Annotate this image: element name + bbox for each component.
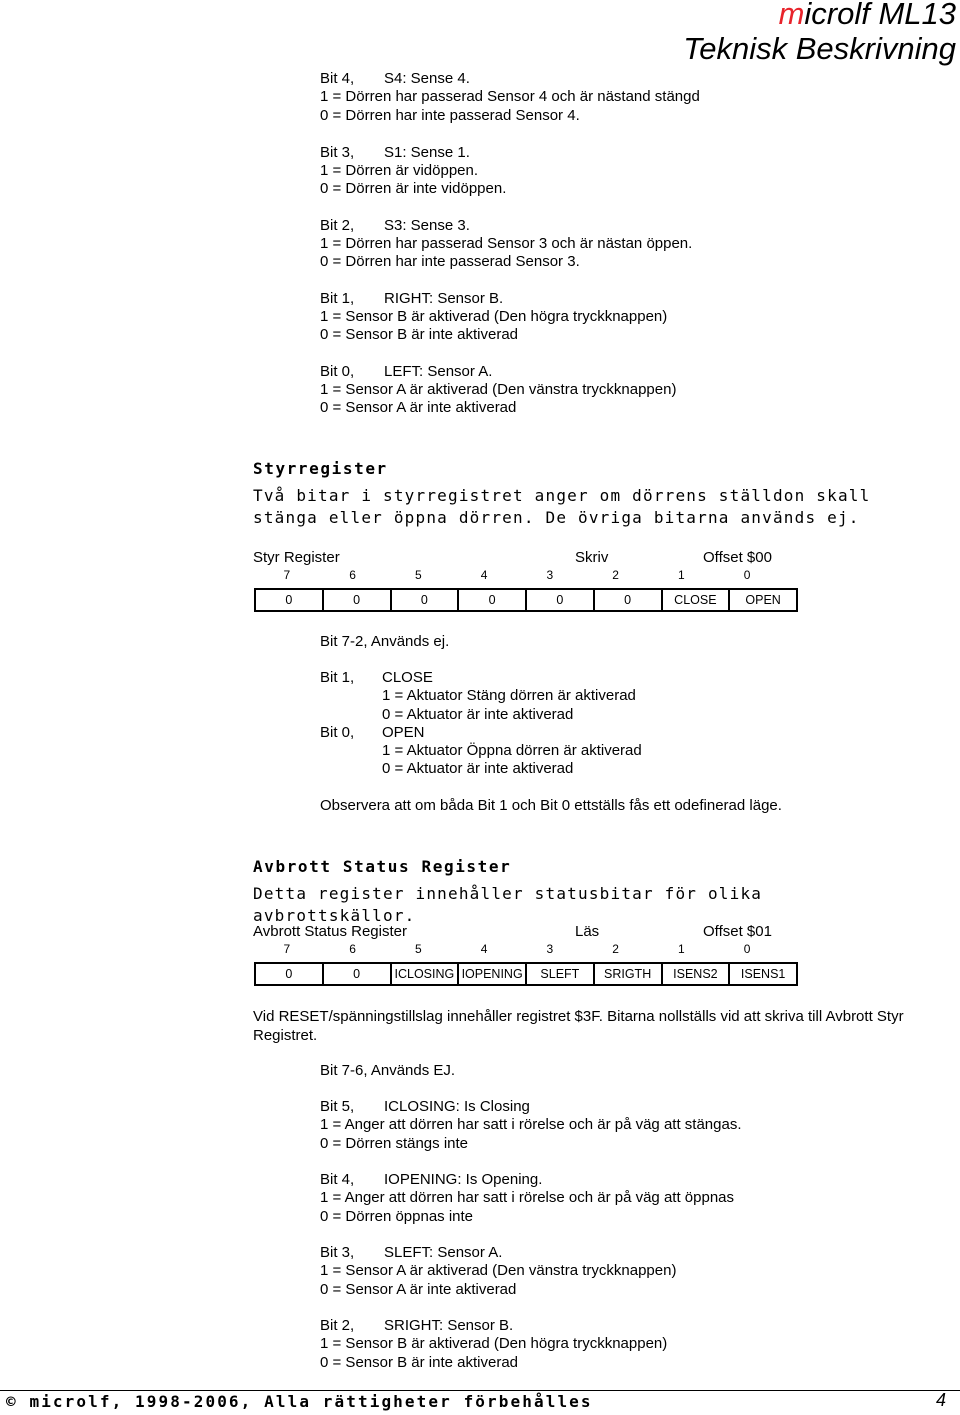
register-access: Läs	[575, 923, 600, 940]
bit-label: Bit 4,	[320, 1171, 355, 1188]
bit-one-desc: 1 = Anger att dörren har satt i rörelse och är på väg att öppnas	[320, 1189, 735, 1207]
bit-one-desc: 1 = Anger att dörren har satt i rörelse och är på väg att stängas.	[320, 1116, 742, 1134]
bit-name: RIGHT: Sensor B.	[384, 289, 504, 307]
bit-block	[320, 1171, 734, 1226]
bit-zero-desc: 0 = Dörren är inte vidöppen.	[320, 180, 507, 198]
bit-label: Bit 0,	[320, 362, 355, 380]
bit-number: 0	[743, 942, 751, 956]
bit-block	[320, 70, 700, 125]
bit-one-desc: 1 = Sensor A är aktiverad (Den vänstra tryckknappen)	[320, 1262, 677, 1280]
header-subtitle: Teknisk Beskrivning	[683, 31, 956, 66]
bit-number: 0	[743, 568, 751, 582]
register-cell: 0	[526, 589, 594, 611]
bit-number: 1	[678, 942, 685, 956]
bit-number: 3	[546, 942, 554, 956]
bit-one-desc: 1 = Aktuator Stäng dörren är aktiverad	[382, 687, 636, 705]
bit-zero-desc: 0 = Dörren öppnas inte	[320, 1207, 474, 1225]
bit-name: CLOSE	[382, 669, 433, 686]
bit-zero-desc: 0 = Dörren har inte passerad Sensor 3.	[320, 253, 580, 271]
bit-one-desc: 1 = Aktuator Öppna dörren är aktiverad	[382, 742, 642, 760]
register-cell: CLOSE	[662, 589, 730, 611]
register-cell: SRIGTH	[594, 963, 662, 985]
bit-label: Bit 4,	[320, 70, 355, 87]
register-cell: 0	[594, 589, 662, 611]
unused-bits-note: Bit 7-2, Används ej.	[320, 633, 450, 650]
bit-block	[320, 1317, 667, 1372]
bit-zero-desc: 0 = Sensor A är inte aktiverad	[320, 1280, 517, 1298]
section-text-avbrott: Detta register innehåller statusbitar för olika avbrottskällor.	[253, 884, 763, 925]
register-row	[255, 589, 797, 611]
section-text-styrregister: Två bitar i styrregistret anger om dörrens ställdon skall stänga eller öppna dörren. De övriga bitarna används ej.	[253, 486, 871, 527]
register-offset: Offset $00	[703, 549, 772, 566]
footer-rule	[0, 1390, 960, 1391]
bit-number: 1	[678, 568, 685, 582]
register-cell: ISENS2	[662, 963, 730, 985]
bit-zero-desc: 0 = Sensor A är inte aktiverad	[320, 399, 517, 417]
bit-number-row	[254, 942, 780, 956]
register-cell: 0	[323, 589, 391, 611]
register-name: Styr Register	[253, 549, 340, 566]
bit-label: Bit 3,	[320, 1244, 355, 1261]
avbrott-register-table	[254, 962, 798, 986]
register-cell: 0	[255, 963, 323, 985]
register-cell: 0	[323, 963, 391, 985]
register-cell: OPEN	[729, 589, 797, 611]
bit-label: Bit 2,	[320, 1317, 355, 1334]
bit-block	[320, 217, 692, 272]
bit-block	[320, 1098, 742, 1153]
register-access: Skriv	[575, 549, 609, 566]
styr-register-table	[254, 588, 798, 612]
register-cell: 0	[255, 589, 323, 611]
brand-prefix: m	[778, 0, 805, 31]
bit-number: 2	[612, 568, 619, 582]
bit-label: Bit 2,	[320, 216, 355, 234]
register-offset: Offset $01	[703, 923, 772, 940]
bit-zero-desc: 0 = Aktuator är inte aktiverad	[382, 705, 574, 723]
brand-name: icrolf ML13	[804, 0, 956, 31]
bit-number: 4	[480, 942, 488, 956]
bit-label: Bit 3,	[320, 143, 355, 161]
register-cell: SLEFT	[526, 963, 594, 985]
bit-number: 6	[349, 942, 356, 956]
bit-number-row	[254, 568, 780, 582]
bit-one-desc: 1 = Dörren är vidöppen.	[320, 161, 479, 179]
bit-name: S1: Sense 1.	[384, 143, 470, 161]
bit-number: 5	[415, 568, 422, 582]
bit-label: Bit 1,	[320, 669, 355, 686]
bit-name: S3: Sense 3.	[384, 216, 470, 234]
unused-bits-note: Bit 7-6, Används EJ.	[320, 1062, 456, 1079]
bit-label: Bit 5,	[320, 1098, 355, 1115]
section-title-avbrott: Avbrott Status Register	[253, 857, 512, 876]
bit-name: OPEN	[382, 723, 425, 741]
bit-name: ICLOSING: Is Closing	[384, 1098, 530, 1115]
register-cell: ISENS1	[729, 963, 797, 985]
bit-number: 3	[546, 568, 554, 582]
register-cell: IOPENING	[458, 963, 526, 985]
bit-one-desc: 1 = Dörren har passerad Sensor 3 och är nästan öppen.	[320, 234, 693, 252]
bit-name: SLEFT: Sensor A.	[384, 1244, 503, 1261]
bit-name: LEFT: Sensor A.	[384, 362, 493, 380]
bit-number: 6	[349, 568, 356, 582]
bit-one-desc: 1 = Sensor B är aktiverad (Den högra tryckknappen)	[320, 307, 668, 325]
bit-number: 2	[612, 942, 619, 956]
bit-one-desc: 1 = Dörren har passerad Sensor 4 och är nästand stängd	[320, 88, 700, 106]
bit-number: 5	[415, 942, 422, 956]
bit-zero-desc: 0 = Sensor B är inte aktiverad	[320, 1353, 519, 1371]
page-number: 4	[935, 1390, 946, 1410]
bit-block	[320, 1244, 676, 1299]
bit-one-desc: 1 = Sensor B är aktiverad (Den högra tryckknappen)	[320, 1335, 668, 1353]
register-cell: ICLOSING	[391, 963, 459, 985]
bit-number: 7	[283, 942, 291, 956]
register-name: Avbrott Status Register	[253, 923, 407, 940]
bit-name: S4: Sense 4.	[384, 70, 470, 87]
bit-name: SRIGHT: Sensor B.	[384, 1317, 514, 1334]
bit-block	[320, 144, 506, 199]
bit-block	[320, 290, 667, 345]
footer-copyright: © microlf, 1998-2006, Alla rättigheter förbehålles	[6, 1392, 593, 1411]
bit-one-desc: 1 = Sensor A är aktiverad (Den vänstra tryckknappen)	[320, 380, 677, 398]
register-cell: 0	[391, 589, 459, 611]
undefined-state-note: Observera att om båda Bit 1 och Bit 0 ettställs fås ett odefinerad läge.	[320, 797, 782, 814]
bit-zero-desc: 0 = Sensor B är inte aktiverad	[320, 326, 519, 344]
bit-number: 7	[283, 568, 291, 582]
bit-block	[320, 363, 676, 418]
bit-zero-desc: 0 = Aktuator är inte aktiverad	[382, 760, 574, 778]
bit-zero-desc: 0 = Dörren stängs inte	[320, 1134, 469, 1152]
bit-label: Bit 0,	[320, 723, 355, 741]
bit-name: IOPENING: Is Opening.	[384, 1171, 543, 1188]
bit-number: 4	[480, 568, 488, 582]
reset-note: Vid RESET/spänningstillslag innehåller registret $3F. Bitarna nollställs vid att skriva till Avbrott Styr Registret.	[253, 1008, 904, 1044]
bit-zero-desc: 0 = Dörren har inte passerad Sensor 4.	[320, 106, 580, 124]
register-row	[255, 963, 797, 985]
section-title-styrregister: Styrregister	[253, 459, 388, 478]
bit-label: Bit 1,	[320, 289, 355, 307]
styr-bit-descriptions	[320, 669, 642, 779]
header-brand	[779, 0, 956, 31]
register-cell: 0	[458, 589, 526, 611]
